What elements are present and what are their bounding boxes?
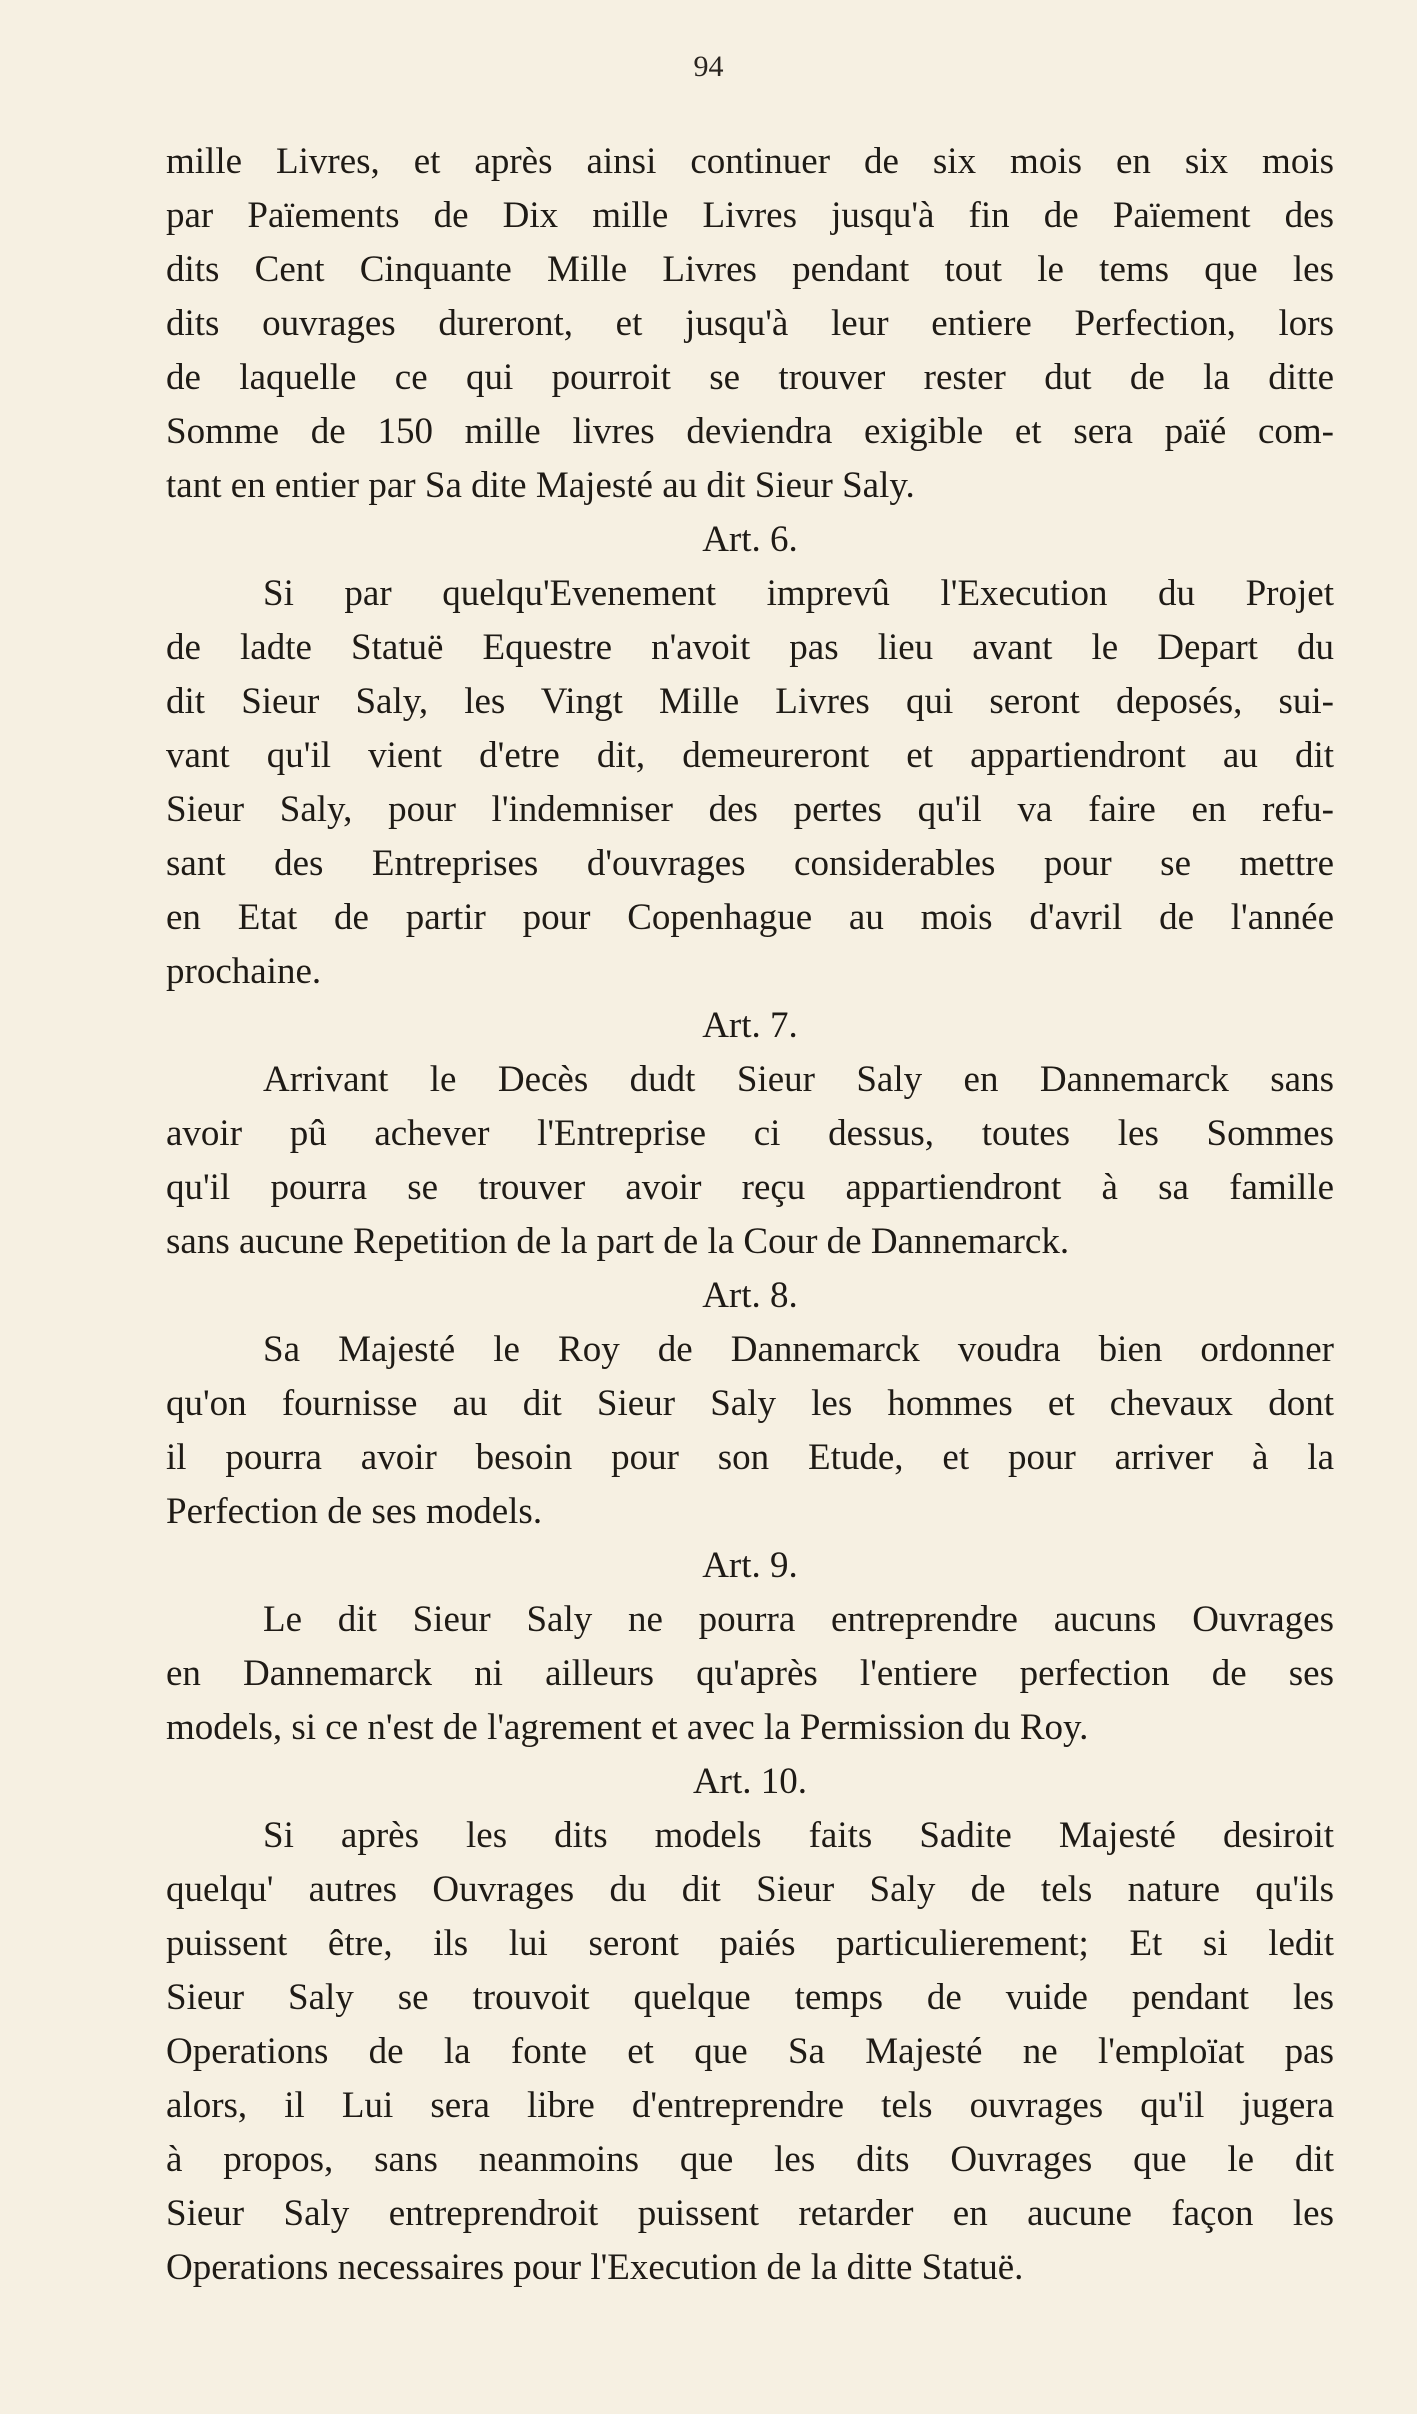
text-line: sant des Entreprises d'ouvrages considerables pour se mettre bbox=[166, 843, 1334, 884]
text-line: Sieur Saly entreprendroit puissent retarder en aucune façon les bbox=[166, 2193, 1334, 2234]
text-line: Operations necessaires pour l'Execution de la ditte Statuë. bbox=[166, 2247, 1024, 2288]
text-line: mille Livres, et après ainsi continuer de six mois en six mois bbox=[166, 141, 1334, 182]
page-number: 94 bbox=[693, 50, 724, 83]
text-line: quelqu' autres Ouvrages du dit Sieur Saly de tels nature qu'ils bbox=[166, 1869, 1334, 1910]
text-line: puissent être, ils lui seront paiés particulierement; Et si ledit bbox=[166, 1923, 1334, 1964]
text-line: il pourra avoir besoin pour son Etude, et pour arriver à la bbox=[166, 1437, 1334, 1478]
text-line: dits Cent Cinquante Mille Livres pendant tout le tems que les bbox=[166, 249, 1334, 290]
text-line: Perfection de ses models. bbox=[166, 1491, 543, 1532]
article-heading: Art. 8. bbox=[702, 1275, 798, 1316]
text-line: Sa Majesté le Roy de Dannemarck voudra bien ordonner bbox=[263, 1329, 1334, 1370]
article-heading: Art. 7. bbox=[702, 1005, 798, 1046]
text-line: qu'on fournisse au dit Sieur Saly les hommes et chevaux dont bbox=[166, 1383, 1334, 1424]
text-line: Si par quelqu'Evenement imprevû l'Execution du Projet bbox=[263, 573, 1334, 614]
text-line: Arrivant le Decès dudt Sieur Saly en Dannemarck sans bbox=[263, 1059, 1334, 1100]
text-line: dits ouvrages dureront, et jusqu'à leur entiere Perfection, lors bbox=[166, 303, 1334, 344]
article-heading: Art. 10. bbox=[692, 1761, 808, 1802]
article-heading: Art. 9. bbox=[702, 1545, 798, 1586]
text-line: vant qu'il vient d'etre dit, demeureront et appartiendront au dit bbox=[166, 735, 1334, 776]
text-line: qu'il pourra se trouver avoir reçu appartiendront à sa famille bbox=[166, 1167, 1334, 1208]
text-line: par Païements de Dix mille Livres jusqu'à fin de Païement des bbox=[166, 195, 1334, 236]
text-line: Si après les dits models faits Sadite Majesté desiroit bbox=[263, 1815, 1334, 1856]
text-line: dit Sieur Saly, les Vingt Mille Livres qui seront deposés, sui- bbox=[166, 681, 1334, 722]
text-line: Le dit Sieur Saly ne pourra entreprendre aucuns Ouvrages bbox=[263, 1599, 1334, 1640]
text-line: de ladte Statuë Equestre n'avoit pas lieu avant le Depart du bbox=[166, 627, 1334, 668]
text-line: alors, il Lui sera libre d'entreprendre tels ouvrages qu'il jugera bbox=[166, 2085, 1334, 2126]
text-line: prochaine. bbox=[166, 951, 322, 992]
body-text bbox=[166, 135, 1334, 2295]
text-line: Operations de la fonte et que Sa Majesté ne l'emploïat pas bbox=[166, 2031, 1334, 2072]
text-line: à propos, sans neanmoins que les dits Ouvrages que le dit bbox=[166, 2139, 1334, 2180]
text-line: Sieur Saly se trouvoit quelque temps de vuide pendant les bbox=[166, 1977, 1334, 2018]
text-line: avoir pû achever l'Entreprise ci dessus, toutes les Sommes bbox=[166, 1113, 1334, 1154]
text-line: en Etat de partir pour Copenhague au mois d'avril de l'année bbox=[166, 897, 1334, 938]
text-line: en Dannemarck ni ailleurs qu'après l'entiere perfection de ses bbox=[166, 1653, 1334, 1694]
article-heading: Art. 6. bbox=[702, 519, 798, 560]
text-line: de laquelle ce qui pourroit se trouver rester dut de la ditte bbox=[166, 357, 1334, 398]
text-line: models, si ce n'est de l'agrement et avec la Permission du Roy. bbox=[166, 1707, 1089, 1748]
text-line: Sieur Saly, pour l'indemniser des pertes qu'il va faire en refu- bbox=[166, 789, 1334, 830]
text-line: tant en entier par Sa dite Majesté au dit Sieur Saly. bbox=[166, 465, 915, 506]
text-line: sans aucune Repetition de la part de la Cour de Dannemarck. bbox=[166, 1221, 1070, 1262]
text-line: Somme de 150 mille livres deviendra exigible et sera païé com- bbox=[166, 411, 1334, 452]
